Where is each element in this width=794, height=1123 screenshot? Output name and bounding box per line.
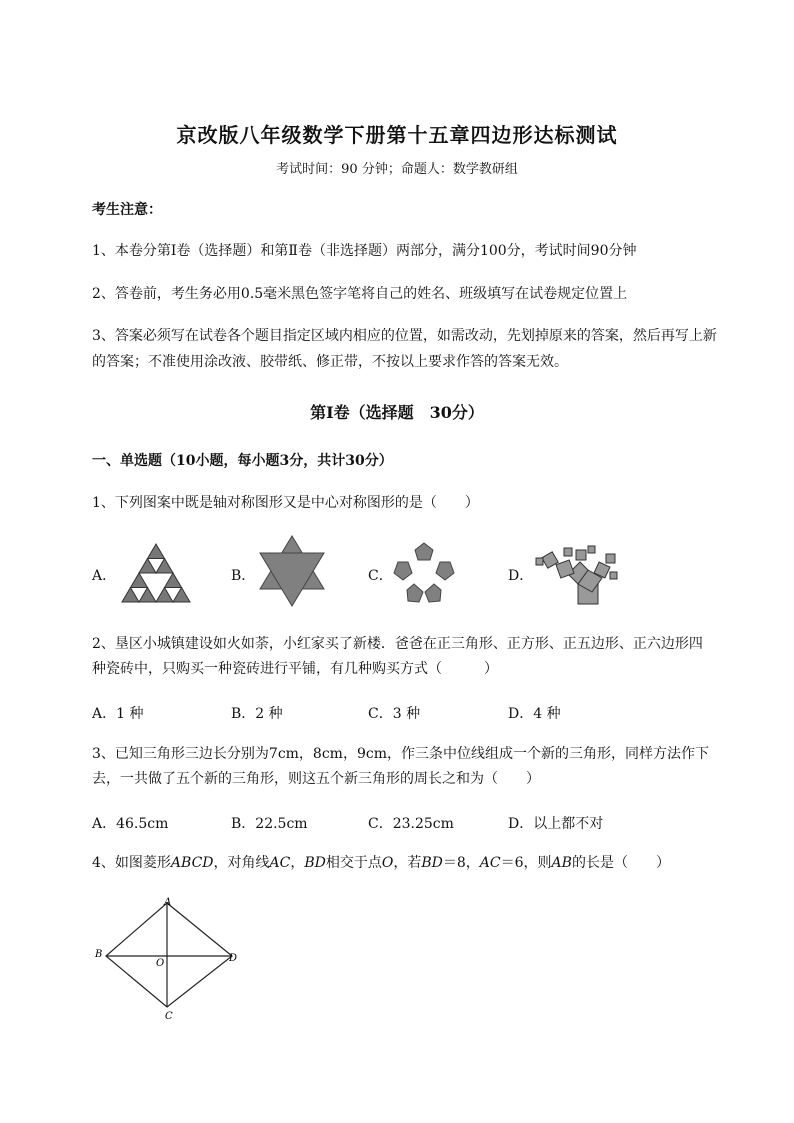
question-3-line-2: 去，一共做了五个新的三角形，则这五个新三角形的周长之和为（ ） [92,771,540,787]
part-heading: 一、单选题（10小题，每小题3分，共计30分） [92,453,393,469]
section-title: 第Ⅰ卷（选择题 30分） [310,403,484,422]
pythagoras-tree-figure [530,544,620,606]
q4-prefix: 4、如图菱形 [92,855,171,871]
q4-text-2: ， [290,855,305,871]
q4-bd-2: BD [421,855,443,871]
hexagram-figure [256,534,328,608]
notice-item-3: 3、答案必须写在试卷各个题目指定区域内相应的位置，如需改动，先划掉原来的答案，然后再写上新 [92,328,717,344]
q3-option-c: C．23.25cm [368,816,454,832]
q4-text-4: ，若 [393,855,422,871]
page-title: 京改版八年级数学下册第十五章四边形达标测试 [176,123,618,147]
label-o: O [156,958,165,969]
q4-rhombus-name: ABCD [170,855,214,871]
rhombus-figure [92,893,252,1023]
q2-option-a: A．1 种 [92,706,144,722]
label-c: C [165,1011,173,1022]
q3-option-a: A．46.5cm [92,816,169,832]
q1-option-d-label: D． [508,568,534,584]
q2-option-b: B．2 种 [231,706,283,722]
question-1-text: 1、下列图案中既是轴对称图形又是中心对称图形的是（ ） [92,495,479,511]
notice-item-1: 1、本卷分第Ⅰ卷（选择题）和第Ⅱ卷（非选择题）两部分，满分100分，考试时间90分钟 [92,243,637,259]
q4-text-1: ，对角线 [213,855,270,871]
notice-heading: 考生注意： [92,202,162,218]
notice-item-3-cont: 的答案；不准使用涂改液、胶带纸、修正带，不按以上要求作答的答案无效。 [92,354,568,370]
notice-item-2: 2、答卷前，考生务必用0.5毫米黑色签字笔将自己的姓名、班级填写在试卷规定位置上 [92,286,628,302]
q1-option-b-label: B． [231,568,256,584]
q4-text-5: ＝8， [442,855,480,871]
q2-option-d: D．4 种 [508,706,561,722]
question-2-line-2: 种瓷砖中，只购买一种瓷砖进行平铺，有几种购买方式（ ） [92,661,498,677]
q4-bd: BD [304,855,326,871]
q4-point-o: O [381,855,394,871]
q3-option-b: B．22.5cm [231,816,308,832]
q2-option-c: C．3 种 [368,706,421,722]
q3-option-d: D．以上都不对 [508,816,604,832]
sierpinski-triangle-figure [120,542,192,604]
question-4-text [92,853,670,873]
rhombus-outline [106,903,232,1007]
label-a: A [164,897,172,908]
label-d: D [229,953,238,964]
q4-ac-2: AC [479,855,501,871]
pentagon-ring-figure [392,542,456,604]
label-b: B [95,949,103,960]
question-3-line-1: 3、已知三角形三边长分别为7cm，8cm，9cm，作三条中位线组成一个新的三角形，同样方法作下 [92,746,709,762]
exam-info: 考试时间：90 分钟；命题人：数学教研组 [276,162,518,177]
q4-ab: AB [551,855,572,871]
q4-text-7: 的长是（ ） [571,855,670,871]
q1-option-a-label: A． [92,568,117,584]
q4-text-6: ＝6，则 [500,855,552,871]
q4-ac: AC [269,855,291,871]
q1-option-c-label: C． [368,568,393,584]
q4-text-3: 相交于点 [325,855,382,871]
question-2-line-1: 2、垦区小城镇建设如火如荼，小红家买了新楼．爸爸在正三角形、正方形、正五边形、正六边形四 [92,636,703,652]
